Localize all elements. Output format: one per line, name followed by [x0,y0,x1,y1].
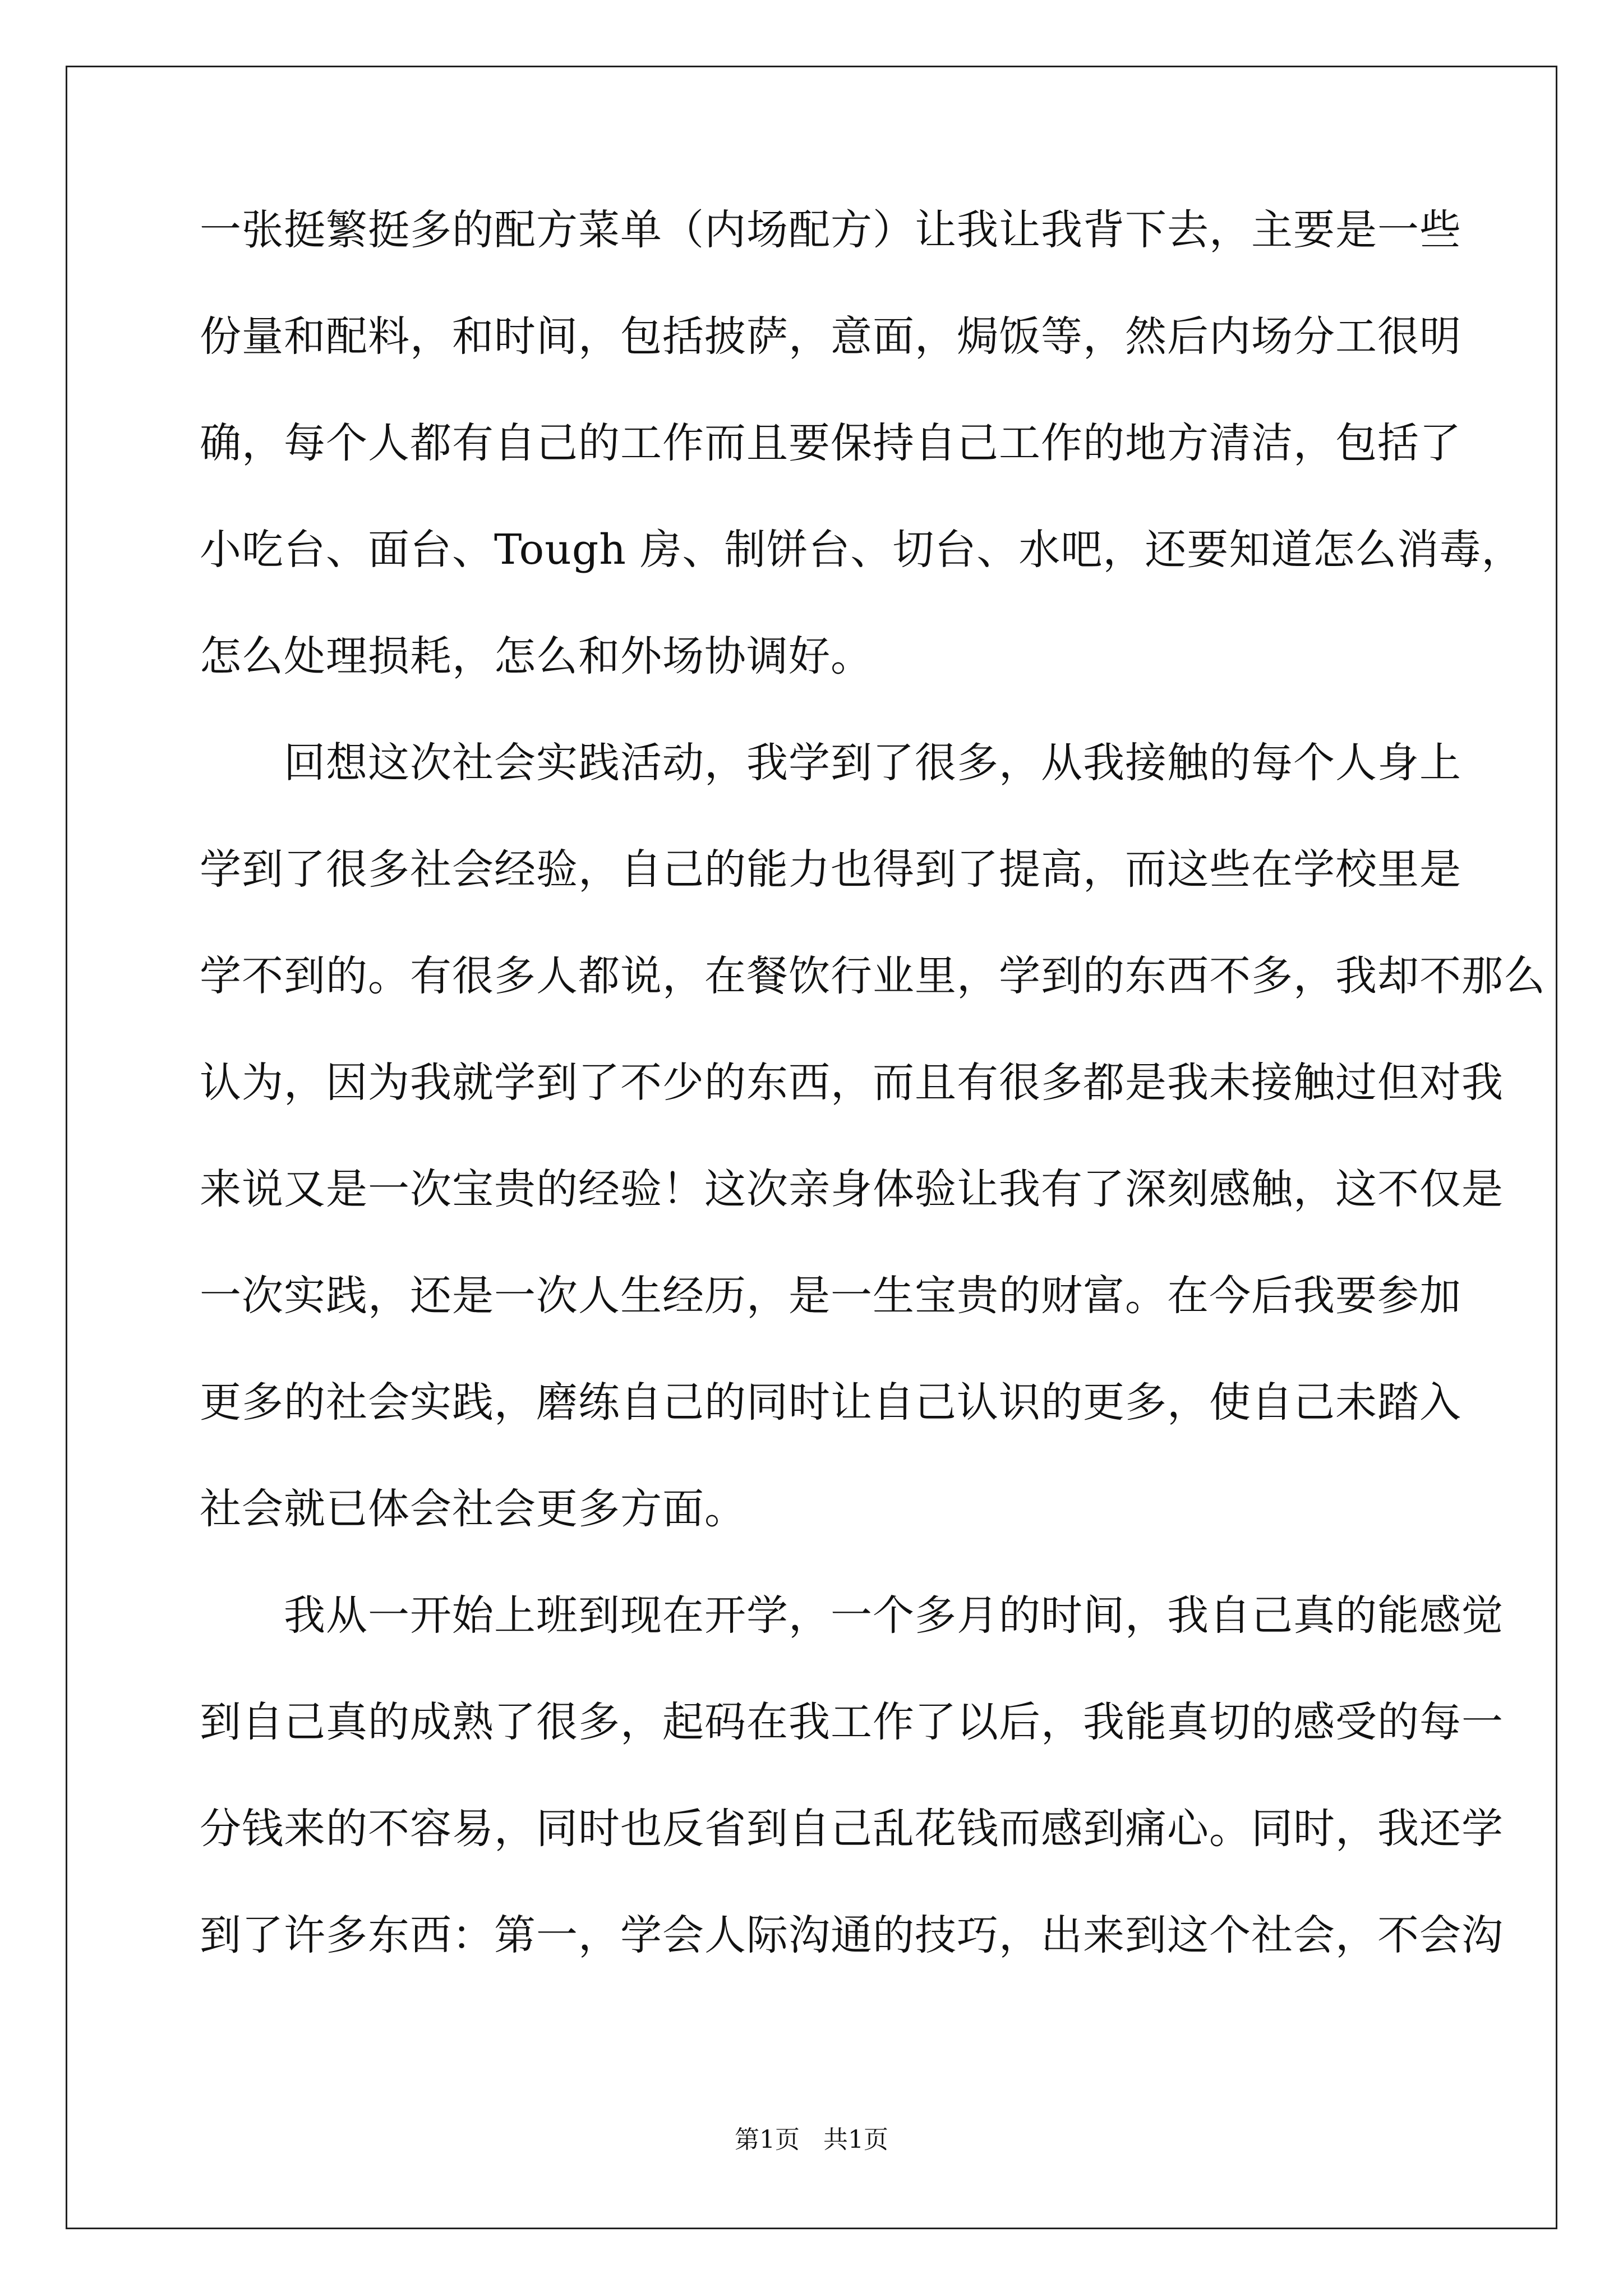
text-line: 分钱来的不容易，同时也反省到自己乱花钱而感到痛心。同时，我还学 [200,1805,1504,1853]
text-line: 到自己真的成熟了很多，起码在我工作了以后，我能真切的感受的每一 [200,1698,1504,1746]
text-line: 更多的社会实践，磨练自己的同时让自己认识的更多，使自己未踏入 [200,1378,1461,1427]
text-line: 社会就已体会社会更多方面。 [200,1485,746,1533]
text-line: 怎么处理损耗，怎么和外场协调好。 [200,632,873,680]
text-line: 小吃台、面台、Tough 房、制饼台、切台、水吧，还要知道怎么消毒， [200,526,1524,574]
text-line: 学到了很多社会经验，自己的能力也得到了提高，而这些在学校里是 [200,845,1461,894]
text-line: 到了许多东西：第一，学会人际沟通的技巧，出来到这个社会，不会沟 [200,1911,1504,1959]
page-number-footer: 第1页 共1页 [735,2125,888,2154]
page-border [66,66,1557,2229]
text-line: 份量和配料，和时间，包括披萨，意面，焗饭等，然后内场分工很明 [200,312,1461,361]
paragraph-start-line: 我从一开始上班到现在开学，一个多月的时间，我自己真的能感觉 [284,1591,1504,1640]
text-line: 认为，因为我就学到了不少的东西，而且有很多都是我未接触过但对我 [200,1059,1504,1107]
text-line: 一次实践，还是一次人生经历，是一生宝贵的财富。在今后我要参加 [200,1272,1461,1320]
text-line: 一张挺繁挺多的配方菜单（内场配方）让我让我背下去，主要是一些 [200,206,1461,254]
text-line: 来说又是一次宝贵的经验！这次亲身体验让我有了深刻感触，这不仅是 [200,1165,1504,1213]
text-line: 确，每个人都有自己的工作而且要保持自己工作的地方清洁，包括了 [200,419,1461,467]
paragraph-start-line: 回想这次社会实践活动，我学到了很多，从我接触的每个人身上 [284,739,1461,787]
text-line: 学不到的。有很多人都说，在餐饮行业里，学到的东西不多，我却不那么 [200,952,1546,1000]
